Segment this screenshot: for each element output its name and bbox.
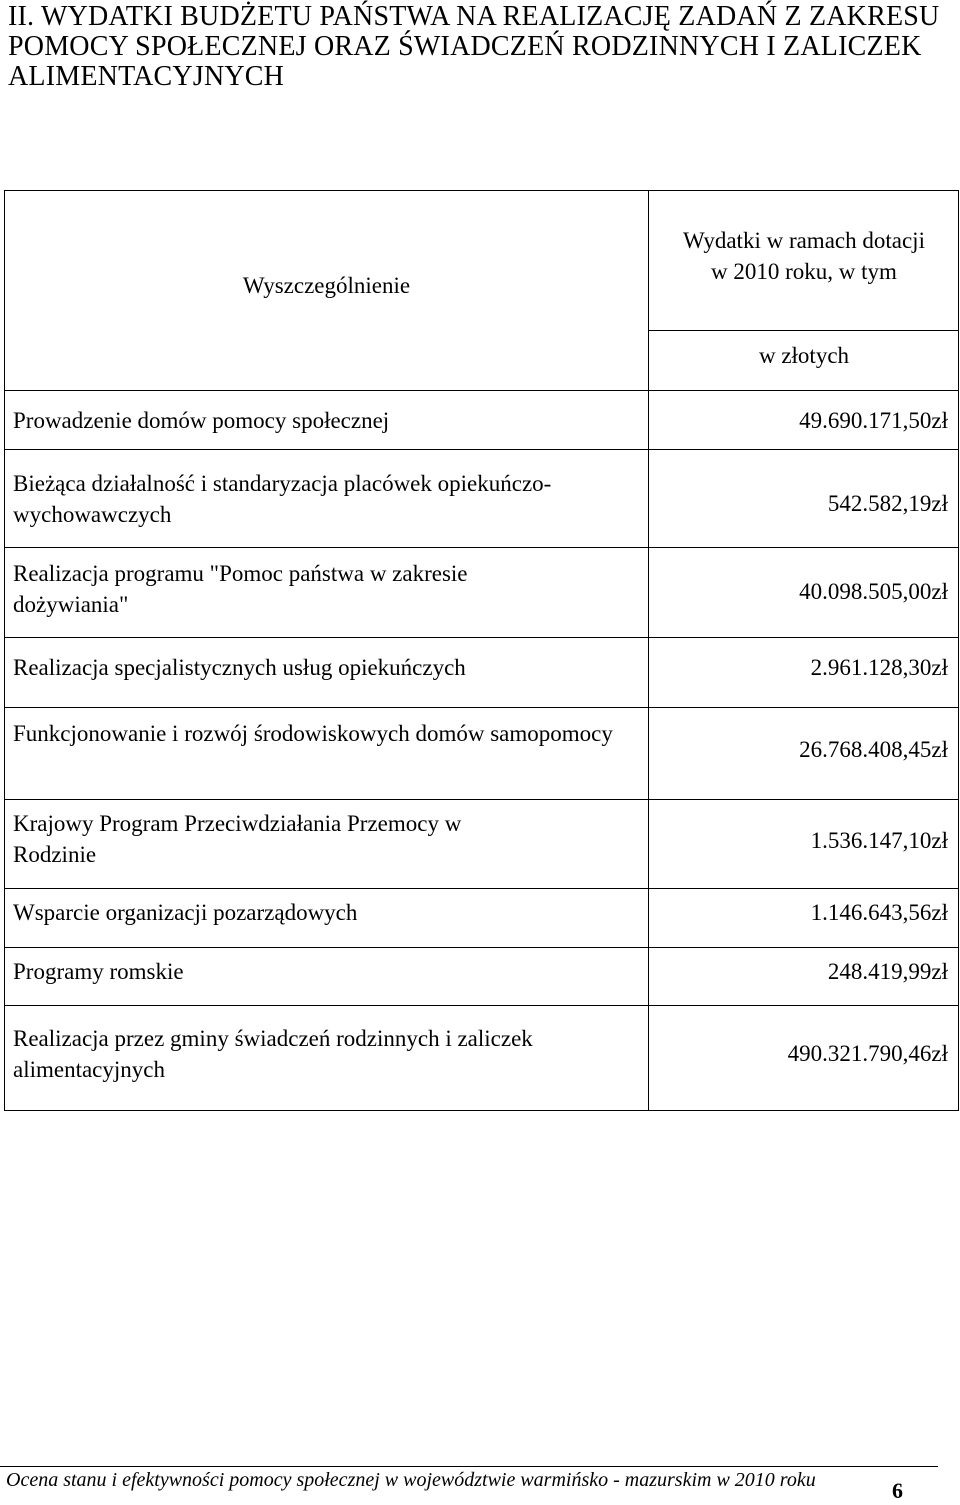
row-rule bbox=[5, 799, 958, 800]
row-label: Realizacja specjalistycznych usług opiekuńczych bbox=[13, 655, 466, 680]
row-rule bbox=[5, 888, 958, 889]
row-rule bbox=[5, 547, 958, 548]
row-label: Realizacja programu "Pomoc państwa w zakresie dożywiania" bbox=[13, 561, 468, 617]
row-value: 542.582,19zł bbox=[827, 491, 948, 516]
row-label: Programy romskie bbox=[13, 959, 184, 984]
row-value: 1.536.147,10zł bbox=[810, 828, 948, 853]
header-divider bbox=[648, 330, 958, 331]
row-value: 490.321.790,46zł bbox=[787, 1041, 948, 1066]
row-rule bbox=[5, 449, 958, 450]
row-label: Funkcjonowanie i rozwój środowiskowych domów samopomocy bbox=[13, 721, 613, 746]
section-title: II. WYDATKI BUDŻETU PAŃSTWA NA REALIZACJĘ ZADAŃ Z ZAKRESU POMOCY SPOŁECZNEJ ORAZ ŚWIADCZEŃ RODZINNYCH I ZALICZEK ALIMENTACYJNYCH bbox=[8, 1, 940, 92]
row-label: Wsparcie organizacji pozarządowych bbox=[13, 900, 358, 925]
header-unit: w złotych bbox=[758, 343, 850, 368]
row-label: Prowadzenie domów pomocy społecznej bbox=[13, 408, 390, 433]
page-number: 6 bbox=[892, 1478, 903, 1503]
row-label: Realizacja przez gminy świadczeń rodzinnych i zaliczek alimentacyjnych bbox=[13, 1026, 533, 1082]
row-label: Bieżąca działalność i standaryzacja placówek opiekuńczo-wychowawczych bbox=[13, 471, 552, 527]
header-bottom-rule bbox=[5, 390, 958, 391]
row-label: Krajowy Program Przeciwdziałania Przemocy w Rodzinie bbox=[13, 811, 462, 867]
footer-rule bbox=[0, 1466, 938, 1467]
row-rule bbox=[5, 947, 958, 948]
row-value: 26.768.408,45zł bbox=[799, 737, 948, 762]
row-rule bbox=[5, 637, 958, 638]
row-rule bbox=[5, 707, 958, 708]
footer-text: Ocena stanu i efektywności pomocy społecznej w województwie warmińsko - mazurskim w 2010 roku bbox=[6, 1469, 816, 1491]
row-value: 49.690.171,50zł bbox=[799, 408, 948, 433]
row-value: 248.419,99zł bbox=[827, 959, 948, 984]
expenditure-table bbox=[4, 190, 959, 1111]
header-expenditure: Wydatki w ramach dotacji w 2010 roku, w tym bbox=[683, 228, 925, 284]
header-description: Wyszczególnienie bbox=[242, 273, 411, 298]
row-value: 40.098.505,00zł bbox=[799, 579, 948, 604]
row-value: 2.961.128,30zł bbox=[810, 655, 948, 680]
row-value: 1.146.643,56zł bbox=[810, 900, 948, 925]
row-rule bbox=[5, 1005, 958, 1006]
